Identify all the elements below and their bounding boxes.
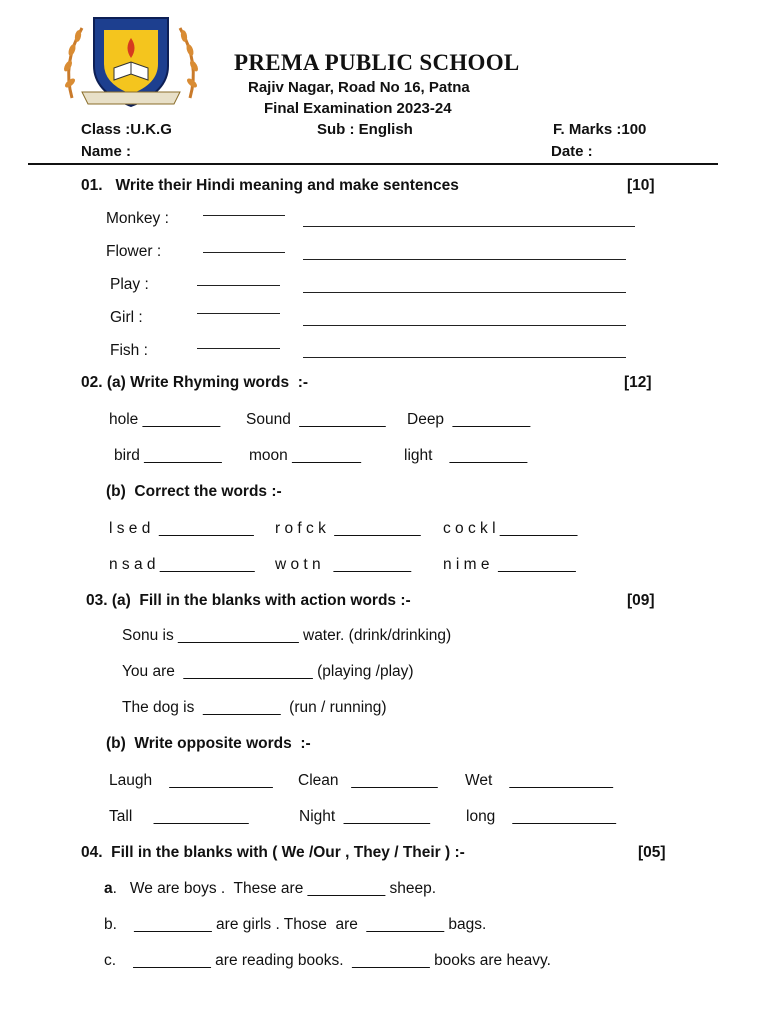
opposite-item: Clean __________ — [298, 772, 438, 789]
q3b-title: (b) Write opposite words :- — [106, 735, 311, 752]
q3-marks: [09] — [627, 592, 655, 609]
date-label: Date : — [551, 143, 593, 160]
answer-line — [303, 357, 626, 358]
scrambled-item: n i m e _________ — [443, 556, 576, 573]
q1-word: Flower : — [106, 243, 162, 260]
scrambled-item: r o f c k __________ — [275, 520, 421, 537]
scrambled-item: w o t n _________ — [275, 556, 412, 573]
scrambled-item: l s e d ___________ — [109, 520, 254, 537]
scrambled-item: n s a d ___________ — [109, 556, 255, 573]
answer-line — [303, 325, 626, 326]
name-label: Name : — [81, 143, 132, 160]
q2b-title: (b) Correct the words :- — [106, 483, 282, 500]
q2-marks: [12] — [624, 374, 652, 391]
rhyme-item: moon ________ — [249, 447, 362, 464]
answer-line — [303, 259, 626, 260]
q3-sentence: You are _______________ (playing /play) — [122, 663, 414, 680]
school-address: Rajiv Nagar, Road No 16, Patna — [248, 79, 470, 96]
q1-word: Play : — [110, 276, 149, 293]
q4-item-a — [104, 880, 436, 898]
subject-label: Sub : English — [317, 121, 413, 138]
answer-line — [197, 348, 280, 349]
q4-item-a-text: . We are boys . These are _________ sheep. — [112, 880, 437, 897]
q4-item-c: c. _________ are reading books. _________ books are heavy. — [104, 952, 551, 969]
school-name: PREMA PUBLIC SCHOOL — [234, 50, 520, 75]
opposite-item: Wet ____________ — [465, 772, 613, 789]
header-divider — [28, 163, 718, 165]
q1-word: Girl : — [110, 309, 143, 326]
opposite-item: long ____________ — [466, 808, 616, 825]
q3-title: 03. (a) Fill in the blanks with action words :- — [86, 592, 411, 609]
answer-line — [203, 215, 285, 216]
rhyme-item: bird _________ — [114, 447, 222, 464]
opposite-item: Laugh ____________ — [109, 772, 273, 789]
full-marks-label: F. Marks :100 — [553, 121, 647, 138]
q1-word: Fish : — [110, 342, 148, 359]
q1-word: Monkey : — [106, 210, 169, 227]
answer-line — [303, 292, 626, 293]
q1-marks: [10] — [627, 177, 655, 194]
q4-title: 04. Fill in the blanks with ( We /Our , They / Their ) :- — [81, 844, 465, 861]
q4-item-b: b. _________ are girls . Those are _________ bags. — [104, 916, 487, 933]
school-logo — [60, 8, 202, 116]
scrambled-item: c o c k l _________ — [443, 520, 578, 537]
answer-line — [197, 313, 280, 314]
rhyme-item: light _________ — [404, 447, 528, 464]
answer-line — [303, 226, 635, 227]
q4-marks: [05] — [638, 844, 666, 861]
q1-title: 01. Write their Hindi meaning and make sentences — [81, 177, 459, 194]
exam-title: Final Examination 2023-24 — [264, 100, 452, 117]
q3-sentence: The dog is _________ (run / running) — [122, 699, 387, 716]
rhyme-item: Deep _________ — [407, 411, 531, 428]
q4-item-a-label: a — [104, 880, 113, 897]
q2-title: 02. (a) Write Rhyming words :- — [81, 374, 309, 391]
rhyme-item: Sound __________ — [246, 411, 386, 428]
q3-sentence: Sonu is ______________ water. (drink/drinking) — [122, 627, 452, 644]
answer-line — [203, 252, 285, 253]
opposite-item: Night __________ — [299, 808, 431, 825]
answer-line — [197, 285, 280, 286]
class-label: Class :U.K.G — [81, 121, 172, 138]
rhyme-item: hole _________ — [109, 411, 221, 428]
opposite-item: Tall ___________ — [109, 808, 249, 825]
